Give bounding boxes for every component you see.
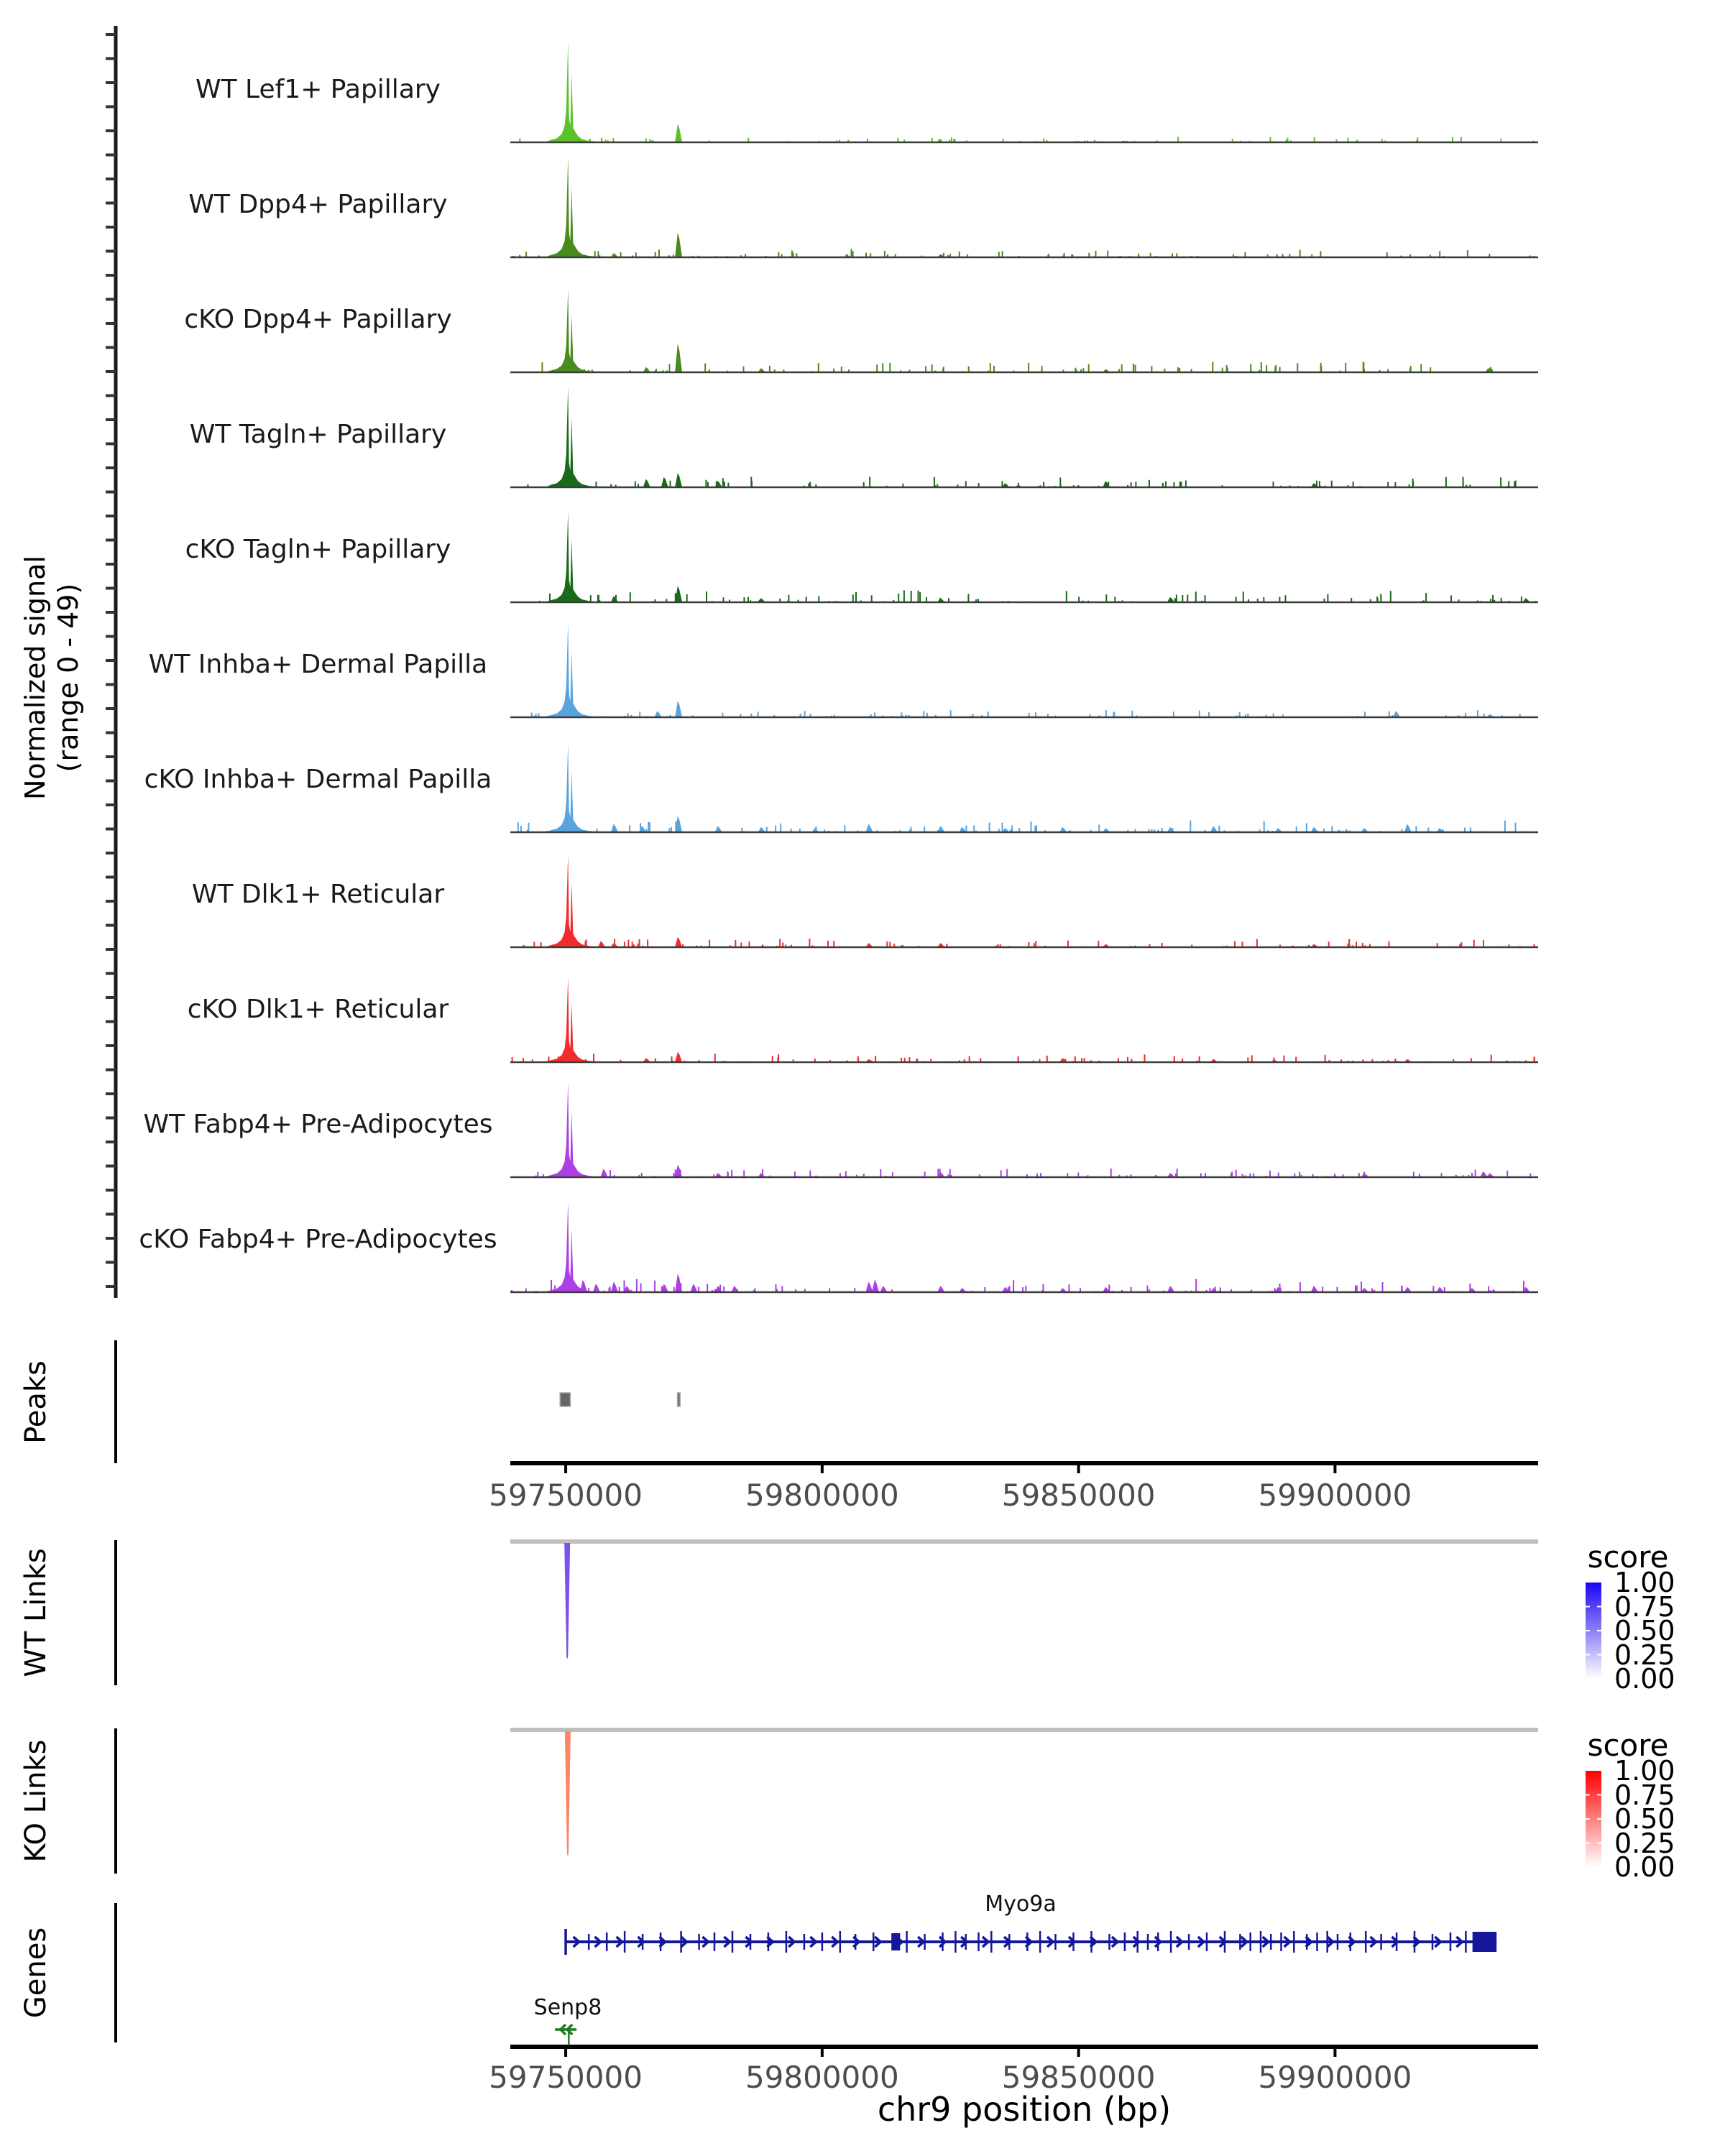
x-axis-tick-label: 59850000 [1001, 2060, 1156, 2095]
gene-label-senp8: Senp8 [533, 1995, 602, 2020]
x-axis-tick-label: 59850000 [1001, 1478, 1156, 1513]
coverage-noise [533, 362, 1537, 373]
coverage-secondary-peaks [643, 473, 1318, 487]
coverage-noise [518, 821, 1528, 833]
track-label: WT Dlk1+ Reticular [191, 880, 445, 909]
wt-score-legend-bar-tick [1597, 1630, 1601, 1631]
x-axis-tick-label: 59800000 [745, 1478, 899, 1513]
gene-label-myo9a: Myo9a [985, 1892, 1057, 1917]
x-axis-tick-label: 59750000 [489, 1478, 643, 1513]
coverage-noise [512, 1054, 1535, 1062]
coverage-secondary-peaks [655, 701, 1494, 717]
coverage-main-peak [548, 387, 597, 487]
ko-score-legend-value: 0.75 [1614, 1779, 1675, 1811]
section-label-genes: Genes [19, 1927, 52, 2019]
ko-links-link [565, 1731, 571, 1856]
ko-score-legend-value: 1.00 [1614, 1755, 1675, 1787]
track-label: cKO Tagln+ Papillary [185, 535, 451, 564]
coverage-main-peak [548, 512, 597, 602]
gene-mid-exon-myo9a [891, 1933, 900, 1950]
ko-score-legend-value: 0.50 [1614, 1803, 1675, 1835]
track-label: WT Tagln+ Papillary [189, 420, 447, 449]
wt-score-legend-bar-tick [1597, 1654, 1601, 1656]
ko-score-legend-value: 0.25 [1614, 1827, 1675, 1859]
coverage-secondary-peaks [675, 124, 682, 142]
wt-score-legend-value: 0.25 [1614, 1639, 1675, 1671]
coverage-noise [518, 1169, 1532, 1177]
coverage-main-peak [548, 157, 597, 257]
ko-score-legend-bar-tick [1597, 1795, 1601, 1796]
x-axis-tick-label: 59800000 [745, 2060, 899, 2095]
coverage-main-peak [548, 977, 597, 1062]
x-axis-tick-label: 59900000 [1258, 2060, 1412, 2095]
wt-score-legend-bar-tick [1597, 1606, 1601, 1608]
section-label-ko-links: KO Links [19, 1739, 52, 1863]
track-label: WT Lef1+ Papillary [196, 75, 441, 104]
wt-score-legend-bar-tick [1586, 1606, 1590, 1608]
wt-score-legend-title: score [1587, 1539, 1669, 1575]
coverage-secondary-peaks [580, 1273, 1530, 1292]
coverage-secondary-peaks [611, 816, 1444, 832]
coverage-noise [523, 939, 1535, 947]
wt-score-legend-value: 1.00 [1614, 1567, 1675, 1598]
wt-score-legend-value: 0.50 [1614, 1615, 1675, 1646]
coverage-main-peak [548, 42, 597, 142]
x-axis-tick-label: 59900000 [1258, 1478, 1412, 1513]
wt-score-legend-bar-tick [1586, 1654, 1590, 1656]
ko-score-legend-bar-tick [1586, 1795, 1590, 1796]
track-label: WT Fabp4+ Pre-Adipocytes [143, 1110, 493, 1139]
coverage-main-peak [548, 854, 597, 947]
coverage-secondary-peaks [643, 344, 1493, 372]
track-label: WT Inhba+ Dermal Papilla [148, 650, 488, 679]
ko-score-legend-title: score [1587, 1728, 1669, 1763]
track-label: cKO Dlk1+ Reticular [187, 995, 449, 1024]
section-label-peaks: Peaks [19, 1360, 52, 1444]
coverage-main-peak [548, 1202, 597, 1292]
coverage-noise [512, 249, 1534, 257]
ko-score-legend-bar-tick [1597, 1818, 1601, 1820]
wt-score-legend-value: 0.75 [1614, 1590, 1675, 1623]
wt-links-link [564, 1543, 570, 1659]
x-axis-tick-label: 59750000 [489, 2060, 643, 2095]
ko-score-legend-bar-tick [1597, 1843, 1601, 1844]
y-axis-label-line2: (range 0 - 49) [52, 583, 84, 773]
peak-box [678, 1393, 681, 1406]
y-axis-label [19, 491, 85, 865]
coverage-main-peak [548, 622, 597, 717]
coverage-secondary-peaks [598, 937, 1318, 947]
peak-box [560, 1393, 570, 1406]
y-axis-label-line1: Normalized signal [19, 556, 51, 800]
gene-end-exon-myo9a [1473, 1932, 1497, 1952]
track-label: cKO Dpp4+ Papillary [184, 305, 452, 334]
track-label: cKO Fabp4+ Pre-Adipocytes [139, 1225, 497, 1254]
coverage-main-peak [548, 1082, 597, 1177]
wt-score-legend-bar-tick [1586, 1630, 1590, 1631]
wt-score-legend-value: 0.00 [1614, 1663, 1675, 1695]
track-label: cKO Inhba+ Dermal Papilla [144, 765, 492, 794]
ko-score-legend-bar-tick [1586, 1843, 1590, 1844]
x-axis-title: chr9 position (bp) [877, 2090, 1172, 2129]
ko-score-legend-value: 0.00 [1614, 1851, 1675, 1883]
ko-score-legend-bar-tick [1586, 1818, 1590, 1820]
coverage-main-peak [548, 290, 597, 372]
coverage-main-peak [548, 744, 597, 832]
section-label-wt-links: WT Links [19, 1548, 52, 1677]
coverage-secondary-peaks [601, 1165, 1494, 1177]
coverage-secondary-peaks [611, 233, 945, 257]
track-label: WT Dpp4+ Papillary [188, 190, 448, 219]
coverage-noise [513, 710, 1535, 717]
